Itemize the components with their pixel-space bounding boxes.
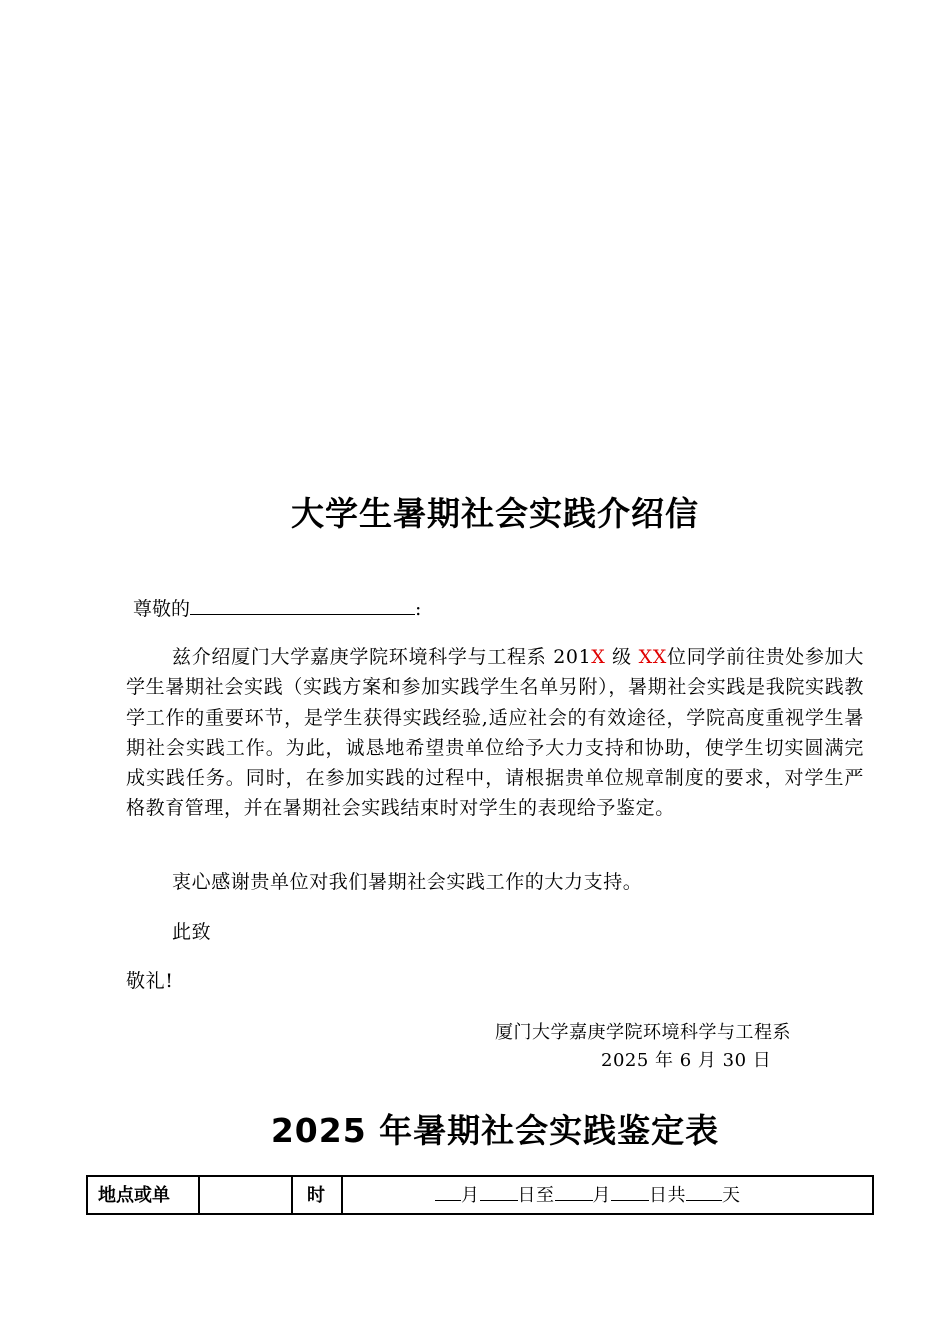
count-placeholder: XX xyxy=(638,646,667,668)
closing-line-2: 敬礼! xyxy=(126,970,174,992)
thanks-line: 衷心感谢贵单位对我们暑期社会实践工作的大力支持。 xyxy=(172,871,643,893)
recipient-blank[interactable] xyxy=(190,596,415,615)
total-days-blank[interactable] xyxy=(686,1184,722,1201)
salutation-prefix: 尊敬的 xyxy=(133,598,191,620)
body-text-2: 级 xyxy=(605,646,639,668)
location-value[interactable] xyxy=(200,1177,293,1213)
body-text-1: 兹介绍厦门大学嘉庚学院环境科学与工程系 201 xyxy=(172,646,592,668)
signature-date: 2025 年 6 月 30 日 xyxy=(601,1050,772,1071)
evaluation-table xyxy=(86,1175,874,1215)
evaluation-title: 2025 年暑期社会实践鉴定表 xyxy=(270,1111,720,1150)
end-month-blank[interactable] xyxy=(555,1184,593,1201)
location-label: 地点或单 xyxy=(88,1177,200,1213)
time-label: 时 xyxy=(293,1177,343,1213)
grade-placeholder: X xyxy=(591,646,606,668)
day-text-1: 日至 xyxy=(517,1185,555,1206)
start-month-blank[interactable] xyxy=(435,1184,461,1201)
signature-org: 厦门大学嘉庚学院环境科学与工程系 xyxy=(495,1022,791,1043)
end-day-blank[interactable] xyxy=(611,1184,649,1201)
salutation-suffix: : xyxy=(415,598,422,620)
month-text-2: 月 xyxy=(592,1185,611,1206)
letter-body xyxy=(126,642,864,824)
time-value[interactable] xyxy=(343,1177,872,1213)
closing-line-1: 此致 xyxy=(172,921,212,943)
salutation xyxy=(133,594,421,621)
letter-title: 大学生暑期社会实践介绍信 xyxy=(291,494,699,533)
month-text-1: 月 xyxy=(461,1185,480,1206)
days-text: 天 xyxy=(722,1185,741,1206)
body-text-3: 位同学前往贵处参加大学生暑期社会实践（实践方案和参加实践学生名单另附），暑期社会实践是我院实践教学工作的重要环节，是学生获得实践经验,适应社会的有效途径，学院高度重视学生暑期社会实践工作。为此，诚恳地希望贵单位给予大力支持和协助，使学生切实圆满完成实践任务。同时，在参加实践的过程中，请根据贵单位规章制度的要求，对学生严格教育管理，并在暑期社会实践结束时对学生的表现给予鉴定。 xyxy=(126,646,864,820)
day-text-2: 日共 xyxy=(649,1185,686,1206)
start-day-blank[interactable] xyxy=(480,1184,518,1201)
